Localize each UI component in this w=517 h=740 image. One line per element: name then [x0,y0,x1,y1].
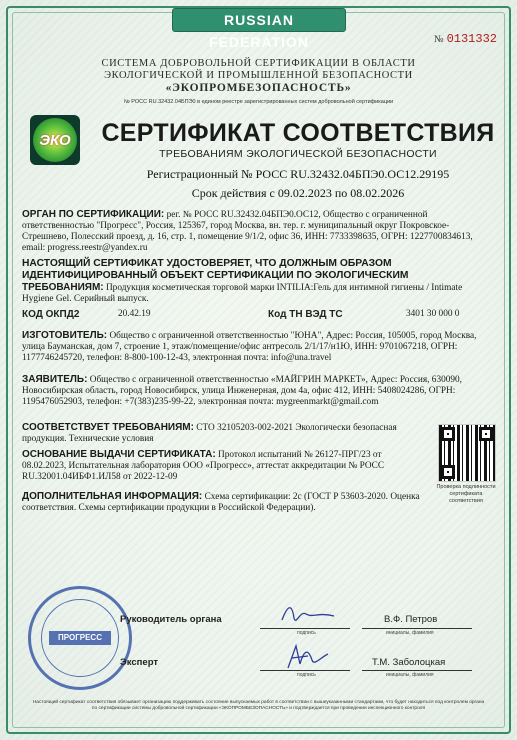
validity-period: Срок действия с 09.02.2023 по 08.02.2026 [191,186,405,200]
expert-name-caption: инициалы, фамилия [386,672,434,678]
organization-stamp [28,586,132,690]
expert-signature [282,640,332,674]
certificate-subtitle: ТРЕБОВАНИЯМ ЭКОЛОГИЧЕСКОЙ БЕЗОПАСНОСТИ [159,148,437,160]
certificate-title: СЕРТИФИКАТ СООТВЕТСТВИЯ [101,119,495,147]
certifies-heading-2: ИДЕНТИФИЦИРОВАННЫЙ ОБЪЕКТ СЕРТИФИКАЦИИ ПО ЭКОЛОГИЧЕСКИМ [22,270,409,281]
verification-qr-code[interactable] [438,424,496,482]
basis-section [22,449,427,483]
system-line-2: ЭКОЛОГИЧЕСКОЙ И ПРОМЫШЛЕННОЙ БЕЗОПАСНОСТИ [104,70,413,81]
stamp-label: ПРОГРЕСС [49,631,111,645]
additional-text: Схема сертификации: 2с (ГОСТ Р 53603-2020. Оценка соответствия. Схемы сертификации продукции в Российской Федерации). [22,492,420,513]
system-line-1: СИСТЕМА ДОБРОВОЛЬНОЙ СЕРТИФИКАЦИИ В ОБЛАСТИ [101,58,416,69]
head-sign-caption: подпись [297,630,316,636]
expert-name: Т.М. Заболоцкая [372,657,446,668]
serial-prefix: № [434,34,444,45]
head-name-caption: инициалы, фамилия [386,630,434,636]
additional-heading: ДОПОЛНИТЕЛЬНАЯ ИНФОРМАЦИЯ: [22,491,203,502]
basis-text: Протокол испытаний № 26127-ПРГ/23 от 08.02.2023, Испытательная лаборатория ООО «Прогресс», аттестат аккредитации № РОСС RU.32001.04ИБФ1.ИЛ58 от 2022-12-09 [22,450,385,482]
manufacturer-section [22,330,495,364]
product-description: Продукция косметическая торговой марки INTILIA:Гель для интимной гигиены / Intimate Hygiene Gel. Серийный выпуск. [22,283,463,304]
manufacturer-text: Общество с ограниченной ответственностью "ЮНА", Адрес: Россия, 105005, город Москва, улица Бауманская, дом 7, строение 1, этаж/помещение/офис антресоль 2/1/17/н1Ю, ИНН: 9701067218, ОГРН: 1177746245720, телефон: 8-800-100-12-43, электронная почта: info@una.travel [22,331,477,363]
head-name: В.Ф. Петров [384,614,438,625]
head-signature [278,600,338,630]
serial-number [434,32,497,46]
eco-logo-icon [30,115,80,165]
compliance-heading: СООТВЕТСТВУЕТ ТРЕБОВАНИЯМ: [22,422,194,433]
organ-section [22,209,495,254]
okpd-value: 20.42.19 [118,309,151,319]
eco-logo-text: ЭКО [39,131,71,149]
applicant-heading: ЗАЯВИТЕЛЬ: [22,374,88,385]
expert-label: Эксперт [120,657,159,668]
system-name: «ЭКОПРОМБЕЗОПАСНОСТЬ» [165,82,352,94]
qr-caption: Проверка подлинности сертификата соответствия [436,484,496,504]
certification-system [30,58,487,94]
compliance-section [22,422,427,445]
tnved-label: Код ТН ВЭД ТС [268,309,343,320]
certifies-label: ТРЕБОВАНИЯМ: [22,282,104,293]
country-banner: RUSSIAN FEDERATION [172,8,346,32]
organ-heading: ОРГАН ПО СЕРТИФИКАЦИИ: [22,209,165,220]
certifies-heading-1: НАСТОЯЩИЙ СЕРТИФИКАТ УДОСТОВЕРЯЕТ, ЧТО ДОЛЖНЫМ ОБРАЗОМ [22,258,392,269]
manufacturer-heading: ИЗГОТОВИТЕЛЬ: [22,330,108,341]
tnved-value: 3401 30 000 0 [406,309,460,319]
certifies-section [22,258,495,305]
footer-note: Настоящий сертификат соответствия обязывает организацию поддерживать состояние выпускаемых работ в соответствии с вышеуказанными стандартами, что будет находиться под контролем органа по сертификации системы добровольной сертификации «ЭКОПРОМБЕЗОПАСНОСТЬ» и подтверждается при проведении инспекционного контроля [32,700,485,711]
registration-number: Регистрационный № РОСС RU.32432.04БПЭ0.ОС12.29195 [146,167,450,181]
applicant-text: Общество с ограниченной ответственностью «МАЙГРИН МАРКЕТ», Адрес: Россия, 630090, Новосибирская область, город Новосибирск, улица Инженерная, дом 4а, офис 412, ИНН: 5408024286, ОГРН: 1195476052903, телефон: +7(383)235-99-22, электронная почта: mygreenmarkt@gmail.com [22,375,463,407]
serial-value: 0131332 [446,32,497,46]
expert-sign-caption: подпись [297,672,316,678]
system-registration-note: № РОСС RU.32432.04БПЭ0 в едином реестре зарегистрированных систем добровольной сертификации [123,99,394,105]
compliance-text: СТО 32105203-002-2021 Экологически безопасная продукция. Технические условия [22,423,397,444]
applicant-section [22,374,495,408]
organ-text: рег. № РОСС RU.32432.04БПЭ0.ОС12, Общество с ограниченной ответственностью "Прогресс", Россия, 125367, город Москва, вн. тер. г. муниципальный округ Покровское-Стрешнево, Полесский проезд, д. 16, стр. 1, помещение 9/1/2, офис 36, ИНН: 7733398635, ОГРН: 1227700834613, email: progress.reestr@yandex.ru [22,210,473,253]
basis-heading: ОСНОВАНИЕ ВЫДАЧИ СЕРТИФИКАТА: [22,449,216,460]
head-label: Руководитель органа [120,614,222,625]
okpd-label: КОД ОКПД2 [22,309,80,320]
additional-info-section [22,491,427,514]
